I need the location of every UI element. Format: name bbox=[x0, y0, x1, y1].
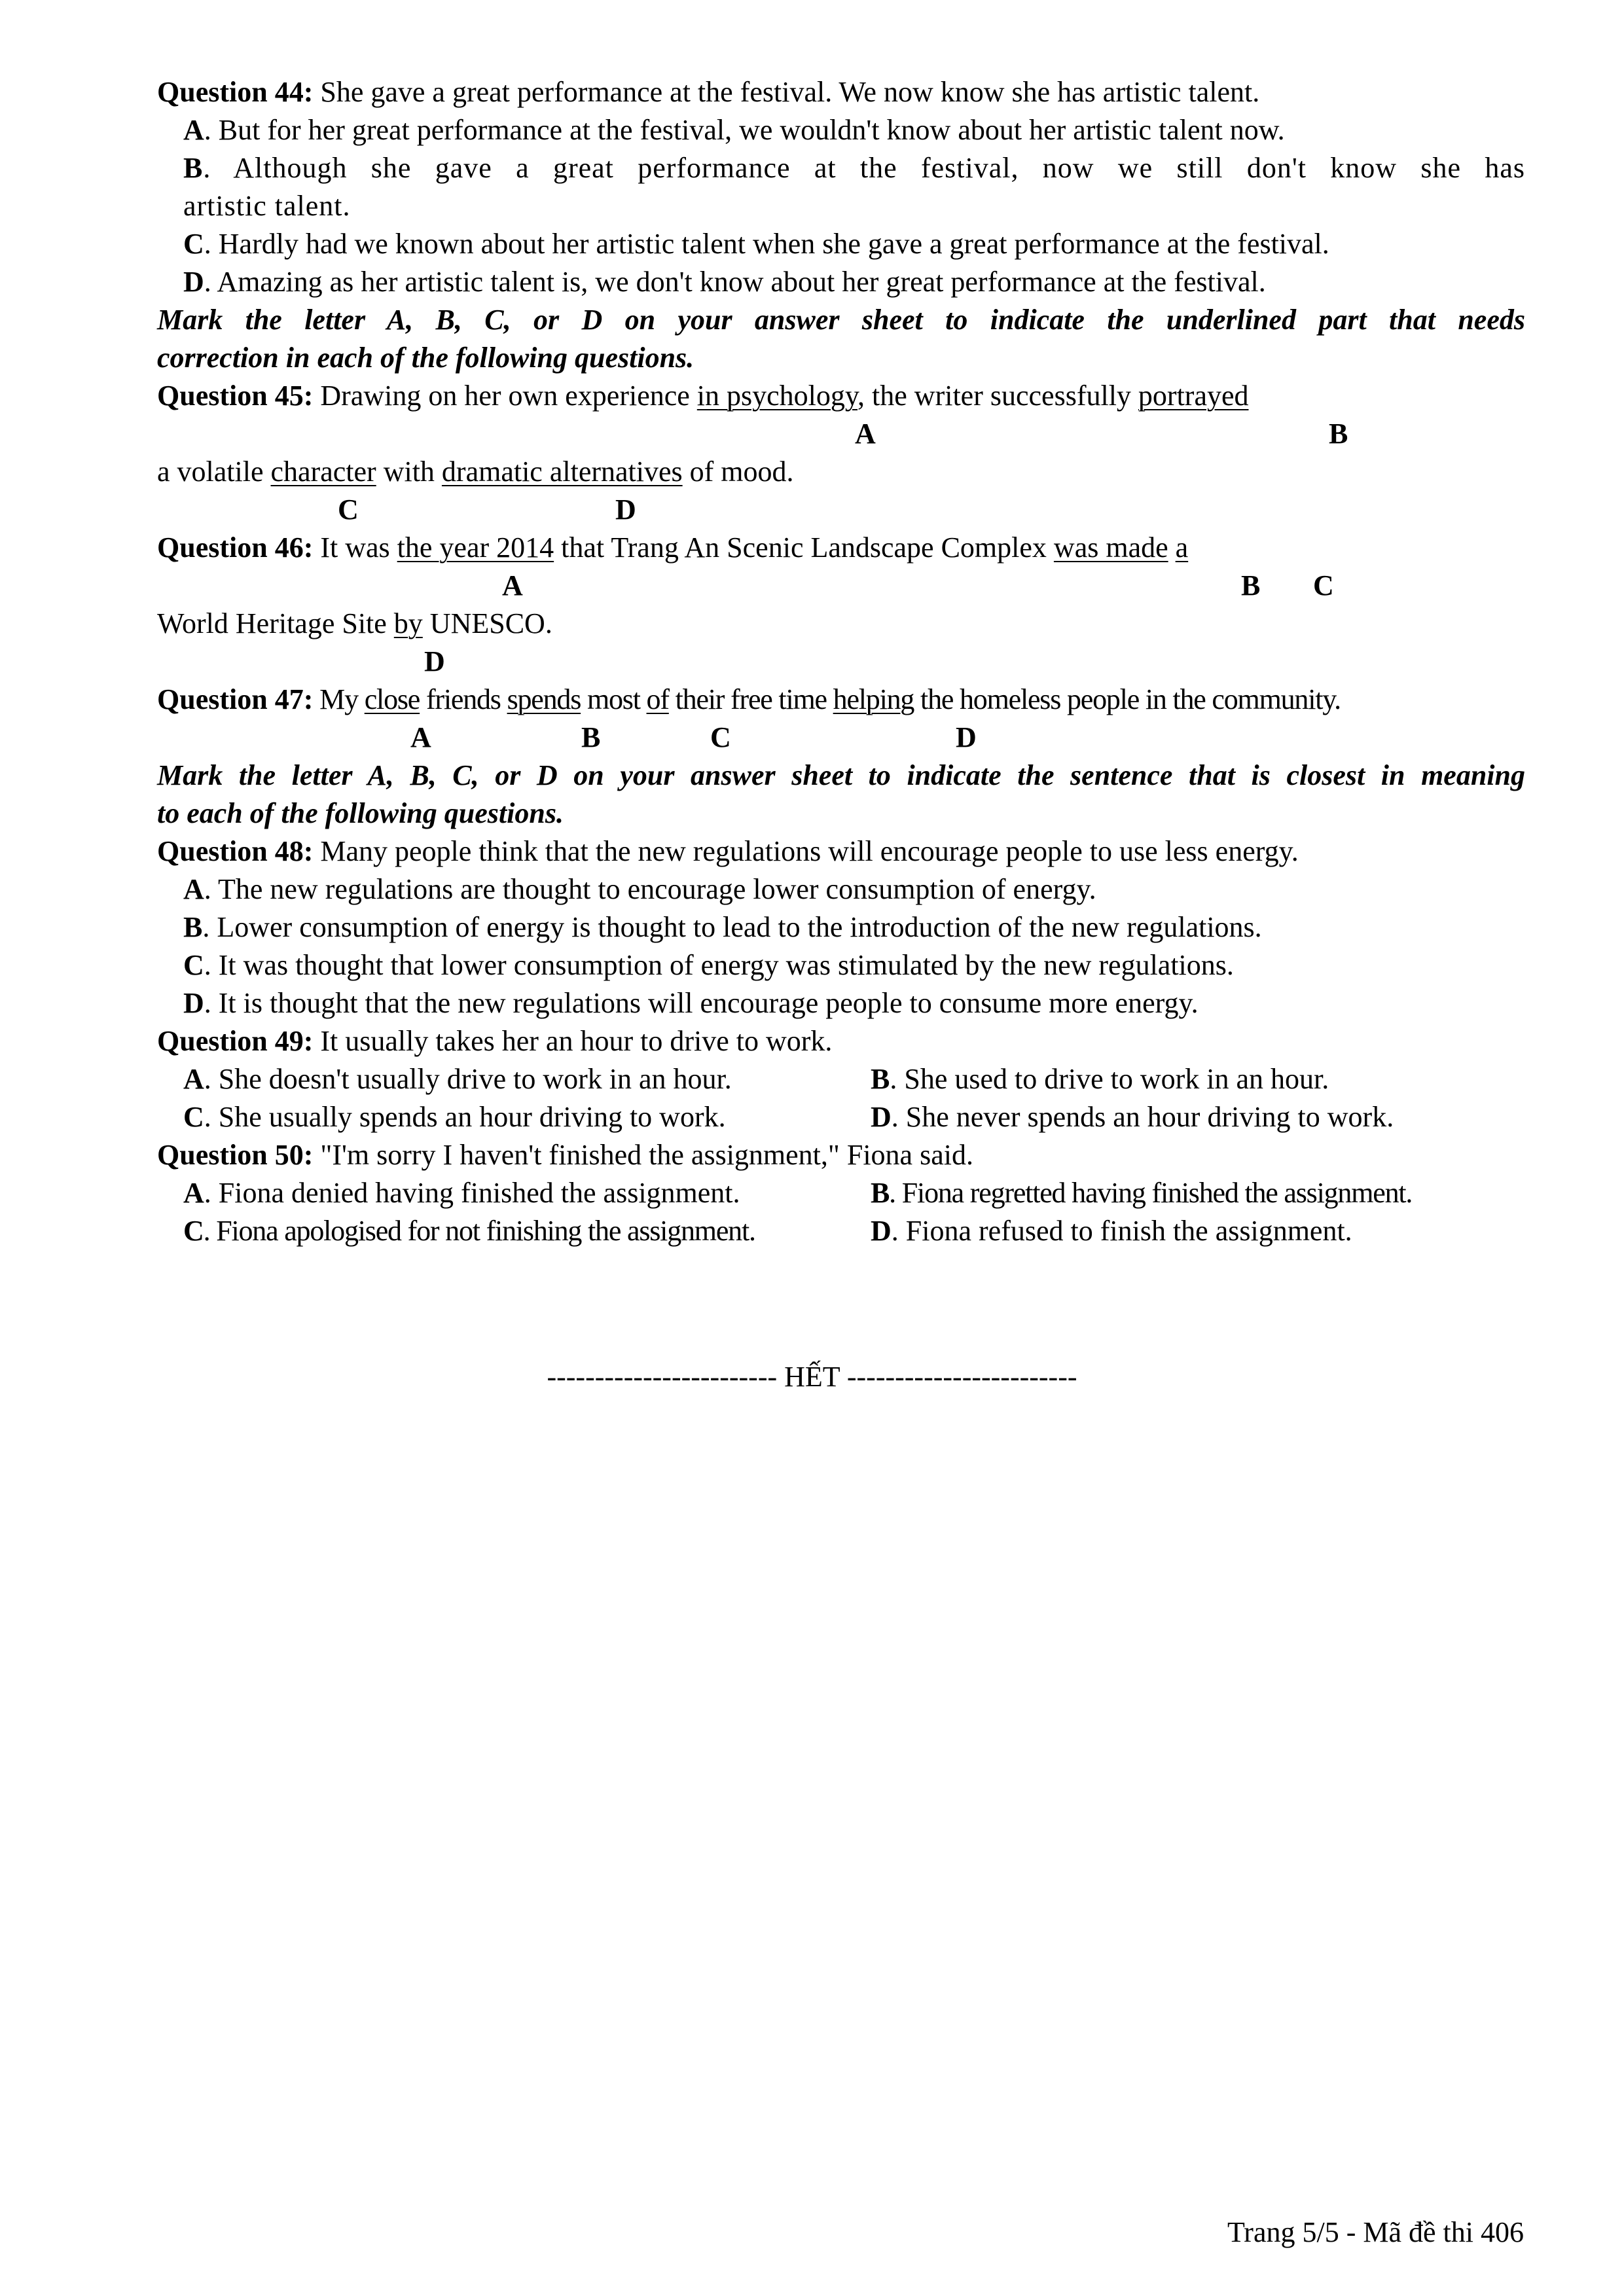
option-text: But for her great performance at the festival, we wouldn't know about her artistic talent now. bbox=[218, 114, 1285, 146]
question-number: Question 46: bbox=[157, 531, 314, 564]
answer-markers bbox=[157, 567, 1525, 605]
option-letter: B bbox=[183, 152, 204, 184]
question-49 bbox=[157, 1022, 1525, 1060]
option-b: B. Although she gave a great performance at the festival, now we still don't know she has bbox=[183, 152, 1525, 184]
option-text: artistic talent. bbox=[183, 190, 351, 222]
marker-d: D bbox=[424, 645, 445, 677]
question-stem: She gave a great performance at the festival. We now know she has artistic talent. bbox=[320, 76, 1260, 108]
option-c: C. It was thought that lower consumption of energy was stimulated by the new regulations. bbox=[183, 949, 1234, 981]
section-instruction-continued: correction in each of the following questions. bbox=[157, 342, 695, 374]
option-letter: D bbox=[183, 266, 204, 298]
option-b: B. Lower consumption of energy is thought to lead to the introduction of the new regulations. bbox=[183, 911, 1262, 943]
question-46: Question 46: It was the year 2014 that Trang An Scenic Landscape Complex was made a bbox=[157, 531, 1189, 564]
option-text: Although she gave a great performance at the festival, now we still don't know she has bbox=[233, 152, 1525, 184]
question-number: Question 45: bbox=[157, 380, 314, 412]
question-number: Question 50: bbox=[157, 1139, 314, 1171]
option-text: Hardly had we known about her artistic talent when she gave a great performance at the festival. bbox=[218, 228, 1329, 260]
underlined-part-d: dramatic alternatives bbox=[441, 456, 683, 488]
marker-c: C bbox=[1313, 569, 1334, 601]
option-a: A. Fiona denied having finished the assignment. bbox=[183, 1177, 740, 1209]
answer-markers bbox=[157, 643, 1525, 681]
underlined-part-b: was made bbox=[1053, 531, 1168, 564]
question-46-continued: World Heritage Site by UNESCO. bbox=[157, 607, 552, 639]
marker-d: D bbox=[615, 493, 636, 526]
question-number: Question 44: bbox=[157, 76, 314, 108]
marker-c: C bbox=[710, 721, 731, 753]
option-d: D. Fiona refused to finish the assignment. bbox=[871, 1215, 1352, 1247]
section-instruction: Mark the letter A, B, C, or D on your answer sheet to indicate the underlined part that needs bbox=[157, 304, 1525, 336]
question-48 bbox=[157, 833, 1525, 870]
option-d: D. Amazing as her artistic talent is, we don't know about her great performance at the festival. bbox=[183, 266, 1266, 298]
answer-markers bbox=[157, 491, 1525, 529]
question-number: Question 49: bbox=[157, 1025, 314, 1057]
marker-b: B bbox=[1329, 418, 1348, 450]
marker-d: D bbox=[956, 721, 977, 753]
answer-markers bbox=[157, 719, 1525, 757]
question-45-continued: a volatile character with dramatic alternatives of mood. bbox=[157, 456, 794, 488]
marker-a: A bbox=[502, 569, 523, 601]
option-a: A. The new regulations are thought to encourage lower consumption of energy. bbox=[183, 873, 1096, 905]
options-row bbox=[183, 1098, 1525, 1136]
question-stem: It usually takes her an hour to drive to work. bbox=[320, 1025, 833, 1057]
page-footer: Trang 5/5 - Mã đề thi 406 bbox=[1227, 2216, 1524, 2248]
option-d: D. It is thought that the new regulations will encourage people to consume more energy. bbox=[183, 987, 1199, 1019]
underlined-part-b: spends bbox=[507, 683, 581, 715]
option-c: C. She usually spends an hour driving to work. bbox=[183, 1101, 726, 1133]
option-a: A. She doesn't usually drive to work in an hour. bbox=[183, 1063, 732, 1095]
section-instruction-continued: to each of the following questions. bbox=[157, 797, 564, 829]
marker-a: A bbox=[410, 721, 431, 753]
question-stem: Many people think that the new regulations will encourage people to use less energy. bbox=[320, 835, 1299, 867]
option-letter: C bbox=[183, 228, 204, 260]
underlined-part-c: of bbox=[646, 683, 669, 715]
question-45: Question 45: Drawing on her own experience in psychology, the writer successfully portrayed bbox=[157, 380, 1249, 412]
underlined-part-d: by bbox=[393, 607, 423, 639]
option-b: B. Fiona regretted having finished the assignment. bbox=[871, 1177, 1413, 1209]
question-number: Question 48: bbox=[157, 835, 314, 867]
option-c: C. Fiona apologised for not finishing the assignment. bbox=[183, 1215, 755, 1247]
marker-c: C bbox=[338, 493, 359, 526]
end-marker: ------------------------ HẾT ------------------------ bbox=[547, 1361, 1077, 1393]
answer-markers bbox=[157, 415, 1525, 453]
underlined-part-d: helping bbox=[833, 683, 914, 715]
option-b: B. She used to drive to work in an hour. bbox=[871, 1063, 1329, 1095]
section-instruction: Mark the letter A, B, C, or D on your answer sheet to indicate the sentence that is closest in meaning bbox=[157, 759, 1525, 791]
marker-b: B bbox=[1241, 569, 1261, 601]
option-a: A. But for her great performance at the festival, we wouldn't know about her artistic talent now. bbox=[183, 114, 1285, 146]
question-47: Question 47: My close friends spends most of their free time helping the homeless people in the community. bbox=[157, 683, 1341, 715]
question-44 bbox=[157, 73, 1525, 111]
option-text: Amazing as her artistic talent is, we don't know about her great performance at the festival. bbox=[217, 266, 1266, 298]
question-stem: "I'm sorry I haven't finished the assignment," Fiona said. bbox=[320, 1139, 973, 1171]
option-d: D. She never spends an hour driving to work. bbox=[871, 1101, 1394, 1133]
option-b-continued bbox=[183, 187, 1525, 225]
options-row bbox=[183, 1060, 1525, 1098]
marker-b: B bbox=[581, 721, 601, 753]
options-row bbox=[183, 1174, 1525, 1212]
underlined-part-a: the year 2014 bbox=[397, 531, 554, 564]
underlined-part-a: close bbox=[364, 683, 420, 715]
underlined-part-a: in psychology bbox=[696, 380, 858, 412]
underlined-part-b: portrayed bbox=[1138, 380, 1249, 412]
underlined-part-c: a bbox=[1175, 531, 1189, 564]
option-c: C. Hardly had we known about her artistic talent when she gave a great performance at the festival. bbox=[183, 228, 1329, 260]
marker-a: A bbox=[855, 418, 876, 450]
exam-page bbox=[157, 73, 1525, 1250]
question-50 bbox=[157, 1136, 1525, 1174]
underlined-part-c: character bbox=[270, 456, 376, 488]
options-row bbox=[183, 1212, 1525, 1250]
question-number: Question 47: bbox=[157, 683, 314, 715]
option-letter: A bbox=[183, 114, 204, 146]
